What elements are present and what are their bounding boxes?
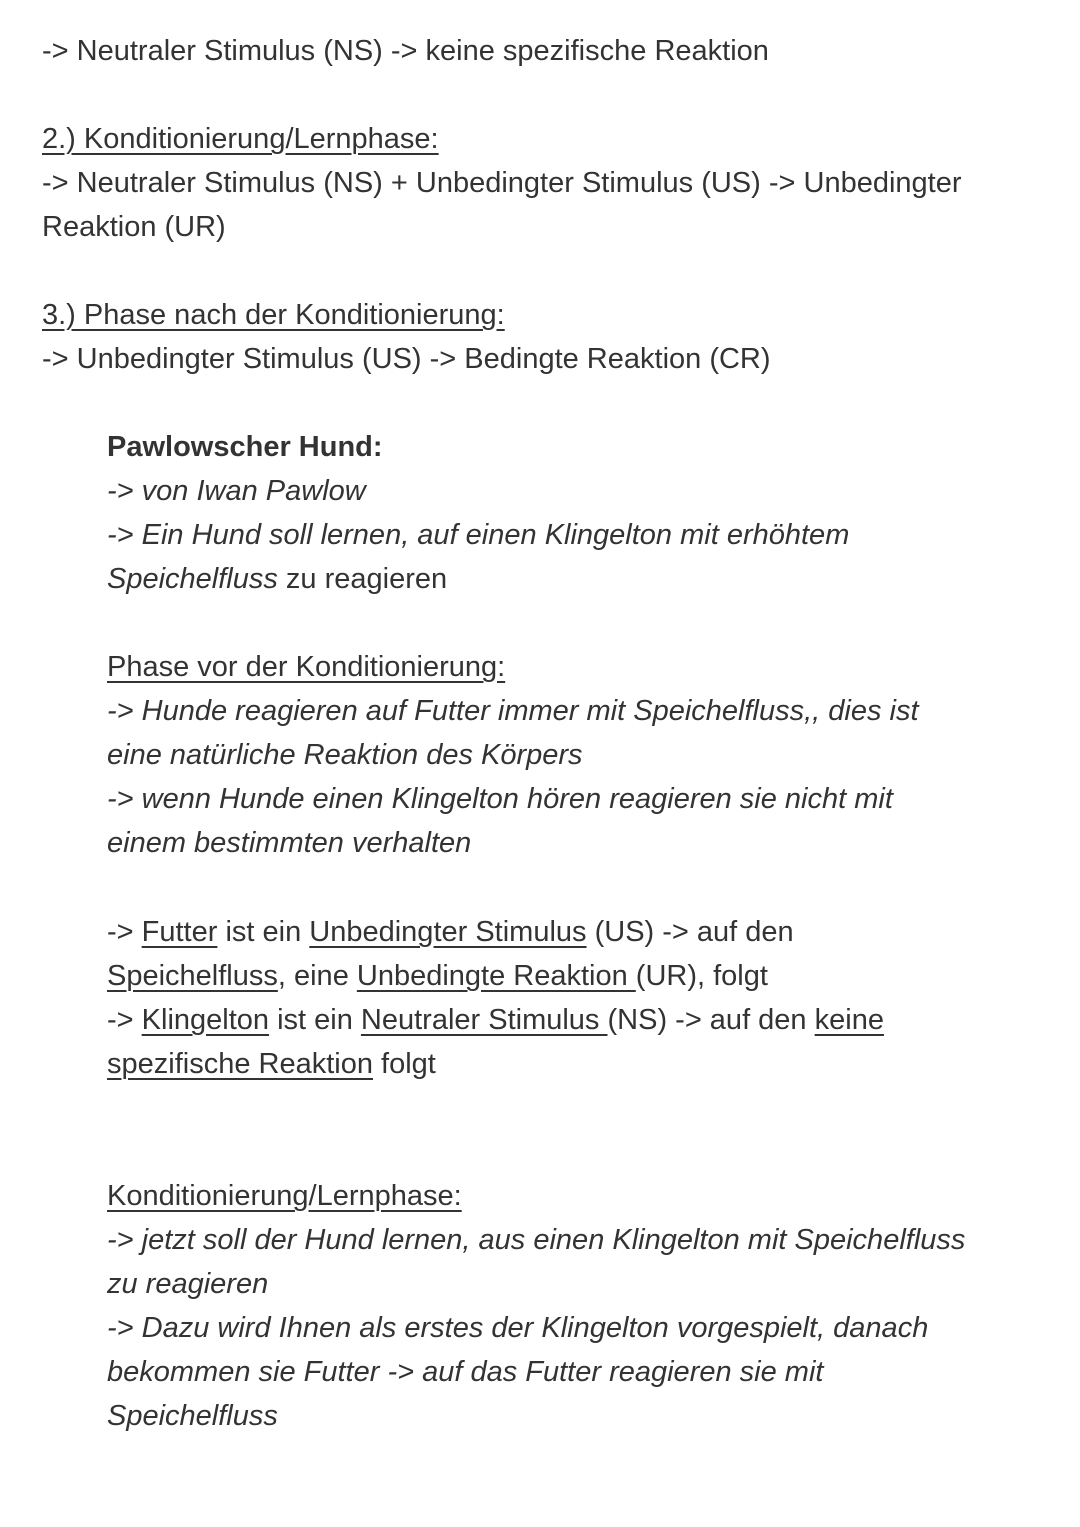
summary-text: ist ein [269, 1004, 361, 1036]
summary-line-4 [107, 1042, 1052, 1086]
summary-text: folgt [372, 1048, 436, 1080]
pawlow-title: Pawlowscher Hund: [107, 431, 383, 463]
phase2-heading: 2.) Konditionierung/Lernphase: [42, 123, 439, 155]
summary-text: , eine [277, 960, 357, 992]
lernphase-line-1: -> jetzt soll der Hund lernen, aus einen Klingelton mit Speichelfluss [107, 1224, 966, 1256]
term-unbedingte-reaktion: Unbedingte Reaktion [356, 960, 636, 992]
term-keine: keine [814, 1004, 884, 1036]
term-klingelton: Klingelton [141, 1004, 270, 1036]
vor-line-3: -> wenn Hunde einen Klingelton hören reagieren sie nicht mit [107, 783, 893, 815]
phase3-line-1: -> Unbedingter Stimulus (US) -> Bedingte Reaktion (CR) [42, 343, 771, 375]
phase2-section [42, 117, 1052, 249]
summary-text: (NS) -> auf den [607, 1004, 815, 1036]
phase1-line: -> Neutraler Stimulus (NS) -> keine spezifische Reaktion [42, 35, 769, 67]
vor-section [107, 645, 1052, 865]
vor-line-1: -> Hunde reagieren auf Futter immer mit Speichelfluss,, dies ist [107, 695, 919, 727]
summary-text: ist ein [217, 916, 310, 948]
summary-section [107, 910, 1052, 1086]
lernphase-line-4: bekommen sie Futter -> auf das Futter reagieren sie mit [107, 1356, 824, 1388]
phase2-line-2: Reaktion (UR) [42, 211, 226, 243]
lernphase-section [107, 1174, 1052, 1438]
lernphase-line-3: -> Dazu wird Ihnen als erstes der Klingelton vorgespielt, danach [107, 1312, 929, 1344]
phase2-line-1: -> Neutraler Stimulus (NS) + Unbedingter Stimulus (US) -> Unbedingter [42, 167, 962, 199]
phase1-section [42, 29, 1052, 73]
lernphase-line-5: Speichelfluss [107, 1400, 278, 1432]
summary-text: (UR), folgt [635, 960, 768, 992]
term-neutraler-stimulus: Neutraler Stimulus [360, 1004, 608, 1036]
summary-text: -> [107, 1004, 142, 1036]
vor-line-2: eine natürliche Reaktion des Körpers [107, 739, 583, 771]
term-futter: Futter [141, 916, 218, 948]
lernphase-heading: Konditionierung/Lernphase: [107, 1180, 462, 1212]
pawlow-line-1: -> von Iwan Pawlow [107, 475, 366, 507]
term-spezifische-reaktion: spezifische Reaktion [107, 1048, 373, 1080]
pawlow-section [107, 425, 1052, 601]
lernphase-line-2: zu reagieren [107, 1268, 269, 1300]
phase3-heading: 3.) Phase nach der Konditionierung: [42, 299, 505, 331]
vor-line-4: einem bestimmten verhalten [107, 827, 472, 859]
phase3-section [42, 293, 1052, 381]
summary-line-3 [107, 998, 1052, 1042]
summary-line-1 [107, 910, 1052, 954]
summary-text: (US) -> auf den [586, 916, 794, 948]
pawlow-line-3-rest: zu reagieren [277, 563, 448, 595]
pawlow-line-3-italic: Speichelfluss [107, 563, 278, 595]
pawlow-line-2: -> Ein Hund soll lernen, auf einen Klingelton mit erhöhtem [107, 519, 850, 551]
term-speichelfluss: Speichelfluss [107, 960, 278, 992]
summary-line-2 [107, 954, 1052, 998]
vor-heading: Phase vor der Konditionierung: [107, 651, 506, 683]
term-unbedingter-stimulus: Unbedingter Stimulus [309, 916, 587, 948]
summary-text: -> [107, 916, 142, 948]
